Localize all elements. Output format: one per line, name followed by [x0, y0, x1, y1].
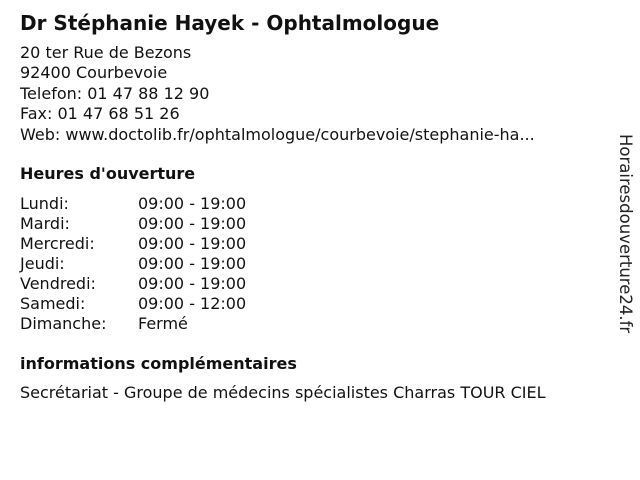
page-title: Dr Stéphanie Hayek - Ophtalmologue — [20, 11, 440, 35]
day-label: Mardi: — [20, 214, 70, 233]
time-value: Fermé — [138, 314, 188, 333]
time-value: 09:00 - 19:00 — [138, 194, 247, 213]
day-label: Jeudi: — [20, 254, 65, 273]
time-value: 09:00 - 19:00 — [138, 274, 247, 293]
opening-hours-heading: Heures d'ouverture — [20, 164, 196, 183]
fax-number: Fax: 01 47 68 51 26 — [20, 104, 180, 124]
website-link: Web: www.doctolib.fr/ophtalmologue/courbevoie/stephanie-ha... — [20, 124, 535, 144]
site-watermark: Horairesdouverture24.fr — [616, 134, 635, 334]
day-label: Samedi: — [20, 294, 86, 313]
phone-number: Telefon: 01 47 88 12 90 — [20, 83, 210, 103]
additional-info-text: Secrétariat - Groupe de médecins spécialistes Charras TOUR CIEL — [20, 383, 546, 402]
address-city: 92400 Courbevoie — [20, 63, 168, 83]
day-label: Lundi: — [20, 194, 69, 213]
contact-block — [20, 43, 535, 145]
address-street: 20 ter Rue de Bezons — [20, 43, 192, 62]
time-value: 09:00 - 19:00 — [138, 214, 247, 233]
time-value: 09:00 - 12:00 — [138, 294, 247, 313]
time-value: 09:00 - 19:00 — [138, 254, 247, 273]
day-label: Dimanche: — [20, 314, 107, 333]
day-label: Vendredi: — [20, 274, 96, 293]
time-value: 09:00 - 19:00 — [138, 234, 247, 253]
day-label: Mercredi: — [20, 234, 95, 253]
additional-info-heading: informations complémentaires — [20, 354, 297, 373]
